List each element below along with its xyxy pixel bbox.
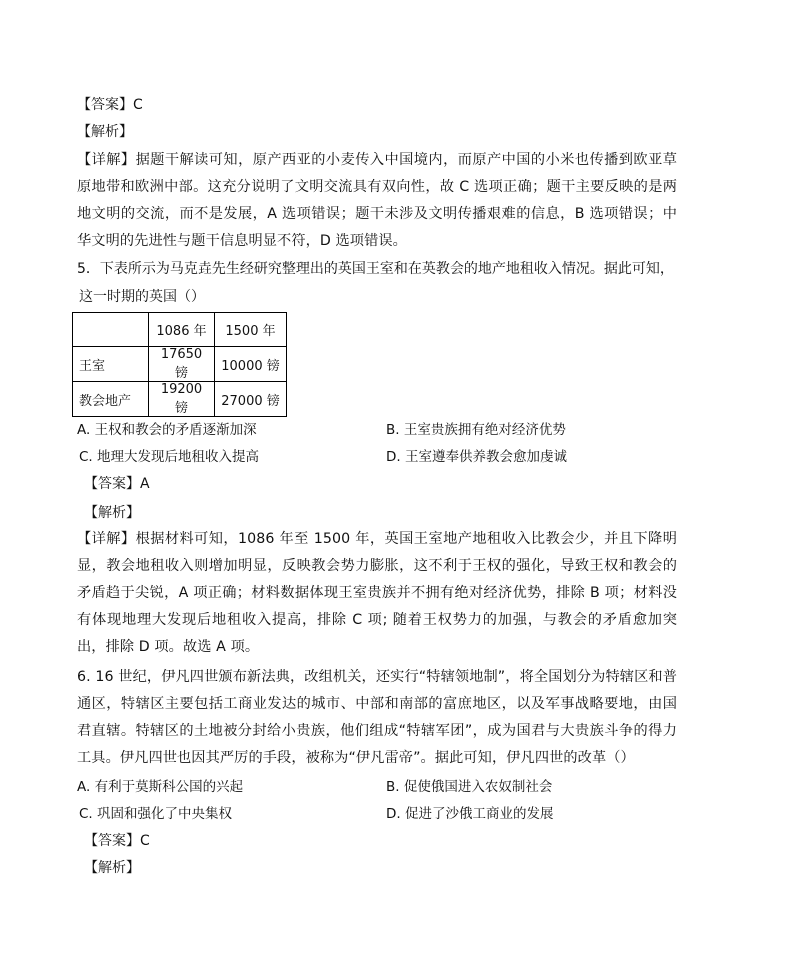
q6-analysis-label: 【解析】	[84, 860, 140, 876]
q5-stem-line1: 5．下表所示为马克垚先生经研究整理出的英国王室和在英教会的地产地租收入情况。据此可知，	[77, 261, 674, 277]
q5-option-d: D. 王室遵奉供养教会愈加虔诚	[386, 449, 567, 465]
table-header-row	[73, 313, 287, 347]
q5-option-c: C. 地理大发现后地租收入提高	[79, 449, 260, 465]
table-cell: 19200 镑	[149, 382, 215, 417]
table-header-cell	[73, 313, 149, 347]
q4-analysis-label: 【解析】	[77, 124, 133, 140]
q5-option-b: B. 王室贵族拥有绝对经济优势	[386, 422, 566, 438]
q6-stem: 6. 16 世纪，伊凡四世颁布新法典，改组机关，还实行“特辖领地制”，将全国划分为特辖区和普通区，特辖区主要包括工商业发达的城市、中部和南部的富庶地区，以及军事战略要地，由国君直辖。特辖区的土地被分封给小贵族，他们组成“特辖军团”，成为国君与大贵族斗争的得力工具。伊凡四世也因其严厉的手段，被称为“伊凡雷帝”。据此可知，伊凡四世的改革（）	[77, 669, 677, 766]
table-cell: 王室	[73, 347, 149, 382]
q6-option-c: C. 巩固和强化了中央集权	[79, 806, 233, 822]
q6-option-a: A. 有利于莫斯科公国的兴起	[77, 779, 244, 795]
q5-answer: 【答案】A	[84, 476, 150, 492]
table-row	[73, 347, 287, 382]
q4-detail: 【详解】据题干解读可知，原产西亚的小麦传入中国境内，而原产中国的小米也传播到欧亚草原地带和欧洲中部。这充分说明了文明交流具有双向性，故 C 选项正确；题干主要反映的是两地文明的交流，而不是发展，A 选项错误；题干未涉及文明传播艰难的信息，B 选项错误；中华文明的先进性与题干信息明显不符，D 选项错误。	[77, 152, 677, 249]
table-cell: 17650 镑	[149, 347, 215, 382]
table-cell: 10000 镑	[215, 347, 287, 382]
table-cell: 27000 镑	[215, 382, 287, 417]
table-header-cell: 1500 年	[215, 313, 287, 347]
q5-detail: 【详解】根据材料可知，1086 年至 1500 年，英国王室地产地租收入比教会少，并且下降明显，教会地租收入则增加明显，反映教会势力膨胀，这不利于王权的强化，导致王权和教会的矛盾趋于尖锐，A 项正确；材料数据体现王室贵族并不拥有绝对经济优势，排除 B 项；材料没有体现地理大发现后地租收入提高，排除 C 项; 随着王权势力的加强，与教会的矛盾愈加突出，排除 D 项。故选 A 项。	[77, 531, 677, 655]
q5-analysis-label: 【解析】	[84, 505, 140, 521]
q5-option-a: A. 王权和教会的矛盾逐渐加深	[77, 422, 257, 438]
q5-stem-line2: 这一时期的英国（）	[79, 289, 205, 305]
rent-table	[72, 312, 287, 417]
q6-option-d: D. 促进了沙俄工商业的发展	[386, 806, 554, 822]
q4-answer: 【答案】C	[77, 97, 143, 113]
table-row	[73, 382, 287, 417]
q6-answer: 【答案】C	[84, 833, 150, 849]
q6-option-b: B. 促使俄国进入农奴制社会	[386, 779, 553, 795]
table-header-cell: 1086 年	[149, 313, 215, 347]
table-cell: 教会地产	[73, 382, 149, 417]
